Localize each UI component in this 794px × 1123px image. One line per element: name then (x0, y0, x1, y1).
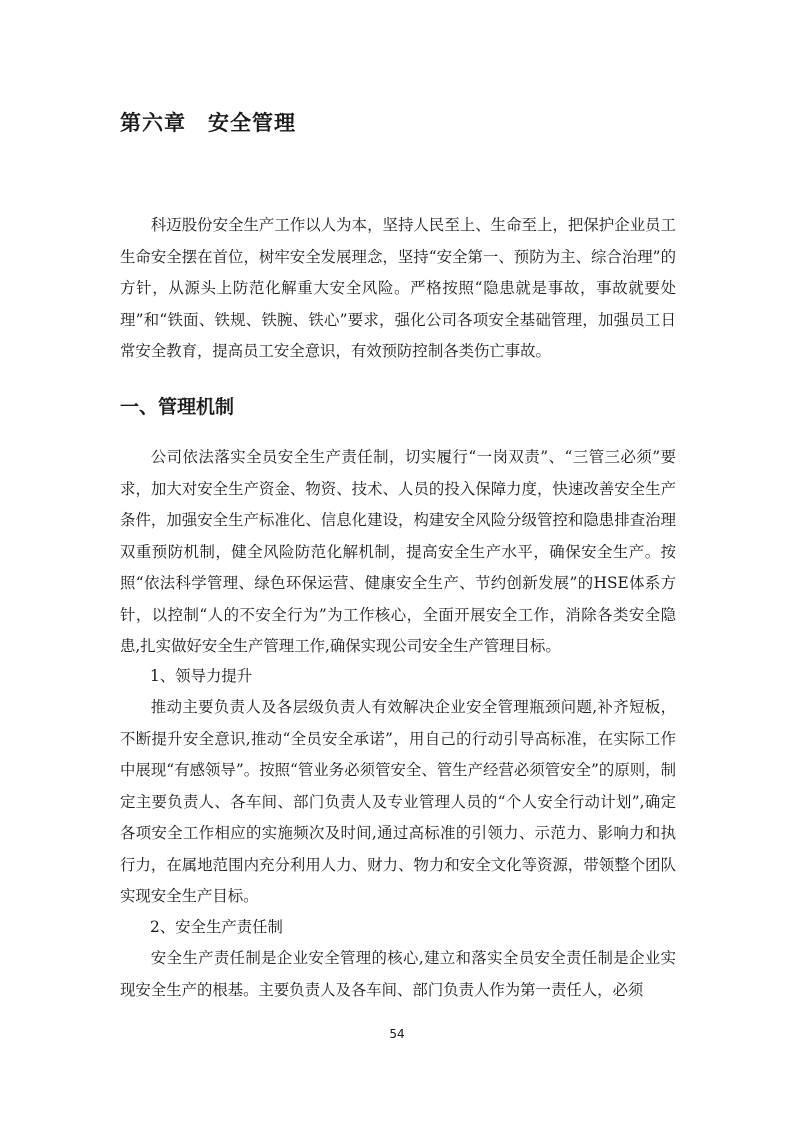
subsection-title-responsibility: 2、安全生产责任制 (150, 918, 283, 936)
subsection-paragraph-responsibility: 安全生产责任制是企业安全管理的核心,建立和落实全员安全责任制是企业实现安全生产的根基。主要负责人及各车间、部门负责人作为第一责任人，必须 (120, 949, 676, 999)
subsection-paragraph-leadership: 推动主要负责人及各层级负责人有效解决企业安全管理瓶颈问题,补齐短板，不断提升安全意识,推动“全员安全承诺”，用自己的行动引导高标准，在实际工作中展现“有感领导”。按照“管业务必须管安全、管生产经营必须管安全”的原则，制定主要负责人、各车间、部门负责人及专业管理人员的“个人安全行动计划”,确定各项安全工作相应的实施频次及时间,通过高标准的引领力、示范力、影响力和执行力，在属地范围内充分利用人力、财力、物力和安全文化等资源，带领整个团队实现安全生产目标。 (120, 698, 676, 905)
section-paragraph: 公司依法落实全员安全生产责任制，切实履行“一岗双责”、“三管三必须”要求，加大对安全生产资金、物资、技术、人员的投入保障力度，快速改善安全生产条件，加强安全生产标准化、信息化建设，构建安全风险分级管控和隐患排查治理双重预防机制，健全风险防范化解机制，提高安全生产水平，确保安全生产。按照“依法科学管理、绿色环保运营、健康安全生产、节约创新发展”的HSE体系方针，以控制“人的不安全行为”为工作核心，全面开展安全工作，消除各类安全隐患,扎实做好安全生产管理工作,确保实现公司安全生产管理目标。 (120, 448, 676, 655)
page-number: 54 (389, 1027, 405, 1041)
chapter-title: 第六章 安全管理 (120, 110, 296, 135)
section-title: 一、管理机制 (120, 396, 235, 418)
intro-paragraph: 科迈股份安全生产工作以人为本，坚持人民至上、生命至上，把保护企业员工生命安全摆在首位，树牢安全发展理念，坚持“安全第一、预防为主、综合治理”的方针，从源头上防范化解重大安全风险。严格按照“隐患就是事故，事故就要处理”和“铁面、铁规、铁腕、铁心”要求，强化公司各项安全基础管理，加强员工日常安全教育，提高员工安全意识，有效预防控制各类伤亡事故。 (120, 216, 676, 360)
subsection-title-leadership: 1、领导力提升 (150, 667, 253, 685)
